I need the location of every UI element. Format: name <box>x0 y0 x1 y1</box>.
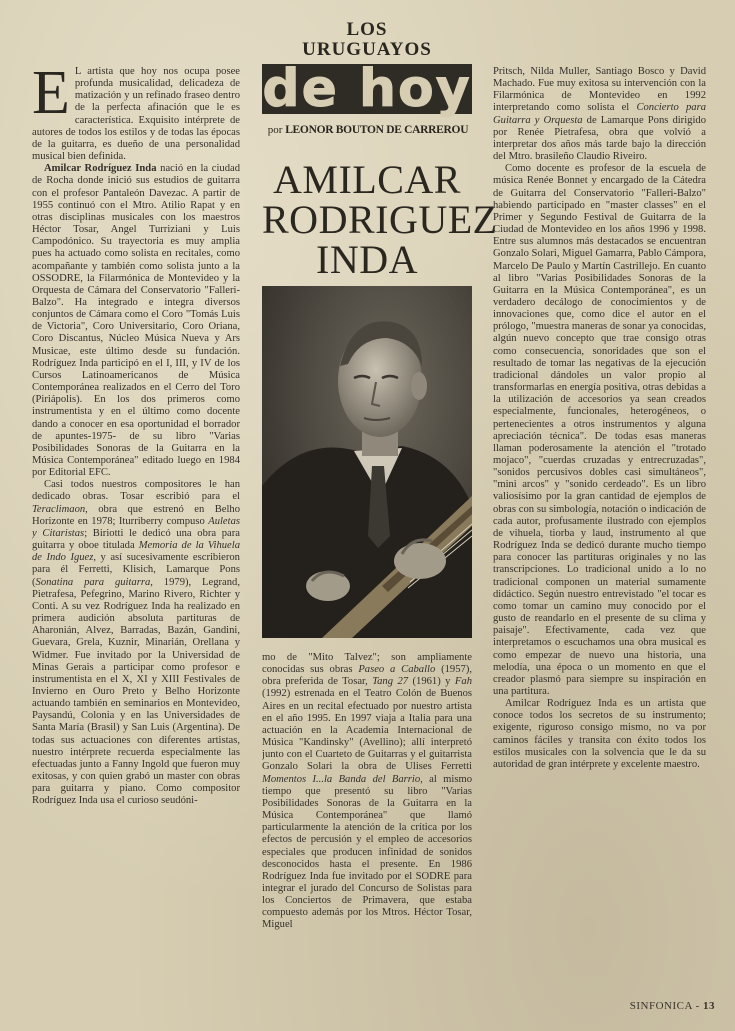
headline-line1: AMILCAR <box>273 157 461 202</box>
author-name: LEONOR BOUTON DE CARREROU <box>285 124 469 136</box>
article-column-3 <box>493 66 706 984</box>
section-banner <box>262 59 472 119</box>
headline-line2: RODRIGUEZ <box>262 197 498 242</box>
drop-cap: E <box>32 66 70 127</box>
body-paragraph: mo de "Mito Talvez"; son ampliamente conocidas sus obras Paseo a Caballo (1957), obra preferida de Tosar, Tang 27 (1961) y Fah (1992) estrenada en el Teatro Colón de Buenos Aires en un recital efectuado por nuestro artista en el año 1995. En 1997 viaja a Italia para una actuación en la Academia Internacional de Música "Kandinsky" (Avellino); allí interpretó junto con el Cuarteto de Guitarras y el guitarrista Gonzalo Solari la obra de Ulises Ferretti Momentos I...la Banda del Barrio, al mismo tiempo que presentó su libro "Varias Posibilidades Sonoras de la Guitarra en la Música Contemporánea" que llamó particularmente la atención de la crítica por los efectos de percusión y el empleo de accesorios especiales que producen infinidad de sonidos desconocidos hasta el presente. En 1986 Rodríguez Inda fue invitado por el SODRE para integrar el jurado del Concurso de Solistas para los Conciertos de Primavera, que estaba compuesto además por los Mtros. Héctor Tosar, Miguel <box>262 652 472 931</box>
body-paragraph: Pritsch, Nilda Muller, Santiago Bosco y David Machado. Fue muy exitosa su intervención con la Filarmónica de Montevideo en 1992 interpretando como solista el Concierto para Guitarra y Orquesta de Lamarque Pons dirigido por Renée Pietrafesa, obra que volvió a interpretar dos años más tarde bajo la dirección del Mtro. brasileño Claudio Riveiro. <box>493 66 706 163</box>
body-paragraph: Casi todos nuestros compositores le han dedicado obras. Tosar escribió para el Teraclimaon, obra que estrenó en Belho Horizonte en 1978; Iturriberry compuso Auletas y Citaristas; Biriotti le dedicó una obra para guitarra y oboe titulada Memoria de la Vihuela de Indo Iguez, y así sucesivamente escribieron para él Ferretti, Klisich, Lamarque Pons (Sonatina para guitarra, 1979), Legrand, Pietrafesa, Pefegrino, Marino Rivero, Richter y Conti. A su vez Rodríguez Inda ha realizado en primera audición absoluta partituras de Aharonián, Alvez, Barradas, Bazán, Gandini, Guevara, Grela, Kuznir, Minarián, Orellana y Widmer. Fue invitado por la Universidad de Minas Gerais a participar como profesor e instrumentista en el X, XI y XIII Festivales de Invierno en Ouro Preto y Belho Horizonte actuando también en seminarios en Montevideo, Paysandú, Colonia y en las Universidades de Santa María (Brasil) y San Luis (Argentina). De todas sus actuaciones con diferentes artistas, nuestro intérprete recuerda especialmente las efectuadas junto a Fanny Ingold que fueron muy exitosas, y con quien grabó un master con obras para guitarra y piano. Como compositor Rodríguez Inda usa el curioso seudóni- <box>32 479 240 807</box>
portrait-photo <box>262 286 472 638</box>
page-footer: SINFONICA - 13 <box>629 1000 715 1012</box>
headline-line3: INDA <box>316 237 418 282</box>
series-title-line2: URUGUAYOS <box>302 39 432 60</box>
series-title-line1: LOS <box>346 19 388 40</box>
magazine-name: SINFONICA <box>629 1000 693 1012</box>
guitarist-portrait-image <box>262 286 472 638</box>
page-number: 13 <box>703 1000 715 1012</box>
body-paragraph: Amilcar Rodríguez Inda es un artista que conoce todos los secretos de su instrumento; exigente, riguroso consigo mismo, no va por caminos fáciles y transita con éxito todos los estilos musicales con la solvencia que le da su autoridad de gran intérprete y excelente maestro. <box>493 698 706 770</box>
article-column-2 <box>262 652 472 982</box>
body-paragraph: Como docente es profesor de la escuela de música Renée Bonnet y encargado de la Cátedra de Guitarra del Conservatorio "Falleri-Balzo" habiendo participado en "master classes" en el Primer y Segundo Festival de Guitarra de la Ciudad de Montevideo en los años 1996 y 1998. Entre sus alumnos más destacados se encuentran Gonzalo Solari, Miguel Gamarra, Pablo Cámpora, Marcelo De Paulo y Martín Castrillejo. En cuanto al libro "Varias Posibilidades Sonoras de la Guitarra en la Música Contemporánea", es un verdadero decálogo de conocimientos y de innovaciones que, como dice el autor en el prólogo, "muestra maneras de sonar ya conocidas, algún nuevo concepto que trae consigo otras como consecuencia, sonoridades que son el resultado de tomar las negativas de la ejecución tradicional dándoles un valor propio al transformarlas en energía positiva, otras debidas a la utilización de accesorios ya sean creados especialmente, funcionales, heterogéneos, o pertenecientes a otros instrumentos y alguna apreciación técnica". De todas esas maneras llaman poderosamente la atención el "trotado mojaco", "cuerdas cruzadas y entrecruzadas", "sonidos percusivos dobles casi simultáneos", "mini arcos" y "sonido cerdeado". Es un libro valiosísimo por la gran cantidad de ejemplos de obras con su simbología, notación o indicación de cada autor, profusamente ilustrado con ejemplos de vihuela, tiorba y laud, instrumento al que Rodríguez Inda se dedicó durante mucho tiempo para conocer las partituras originales y no las transcripciones. Lo tradicional unido a lo no tradicional componen un material sumamente didáctico. Según nuestro entrevistado "el tocar es como tomar un camino muy conocido por el gusto de reandarlo en el presente de su clima y paisaje". Efectivamente, cada vez que interpretamos o escuchamos una obra musical es como empezar de nuevo una historia, una melodía, una época o un momento en que el creador plasmó para siempre su inspiración en una partitura. <box>493 163 706 697</box>
article-column-1 <box>32 66 240 986</box>
byline: por LEONOR BOUTON DE CARREROU <box>267 124 469 136</box>
body-paragraph: Amilcar Rodríguez Inda nació en la ciudad de Rocha donde inició sus estudios de guitarra con el profesor Pantaleón Davezac. A partir de 1955 continuó con el Mtro. Atilio Rapat y en otras disciplinas musicales con los maestros Héctor Tosar, Angel Turriziani y Luis Campodónico. Su trayectoria es muy amplia pues ha actuado como solista en recitales, como acompañante y también como solista junto a la OSSODRE, la Filarmónica de Montevideo y la Orquesta de Cámara del Conservatorio "Falleri-Balzo". Ha integrado e integra diversos conjuntos de Cámara como el Coro "Tomás Luis de Victoria", Coro Universitario, Coro Oriana, Coro Discantus, Núcleo Música Nueva y Ars Musicae, este último desde su fundación. Rodríguez Inda participó en el I, III, y IV de los Cursos Latinoamericanos de Música Contemporánea realizados en el Cerro del Toro (Piriápolis). En los dos primeros como instrumentista y en el último como docente dando a conocer en esa oportunidad el borrador de apuntes-1975- de su libro "Varias Posibilidades Sonoras de la Guitarra en la Música Contemporánea" editado luego en 1984 por Editorial EFC. <box>32 163 240 479</box>
intro-paragraph: E L artista que hoy nos ocupa posee profunda musicalidad, delicadeza de matización y un refinado fraseo dentro de la perfecta afinación que le es característica. Exquisito intérprete de autores de todos los estilos y de todas las épocas de la guitarra, es dueño de una personalidad musical bien definida. <box>32 66 240 163</box>
section-banner-text: de hoy <box>262 59 472 119</box>
